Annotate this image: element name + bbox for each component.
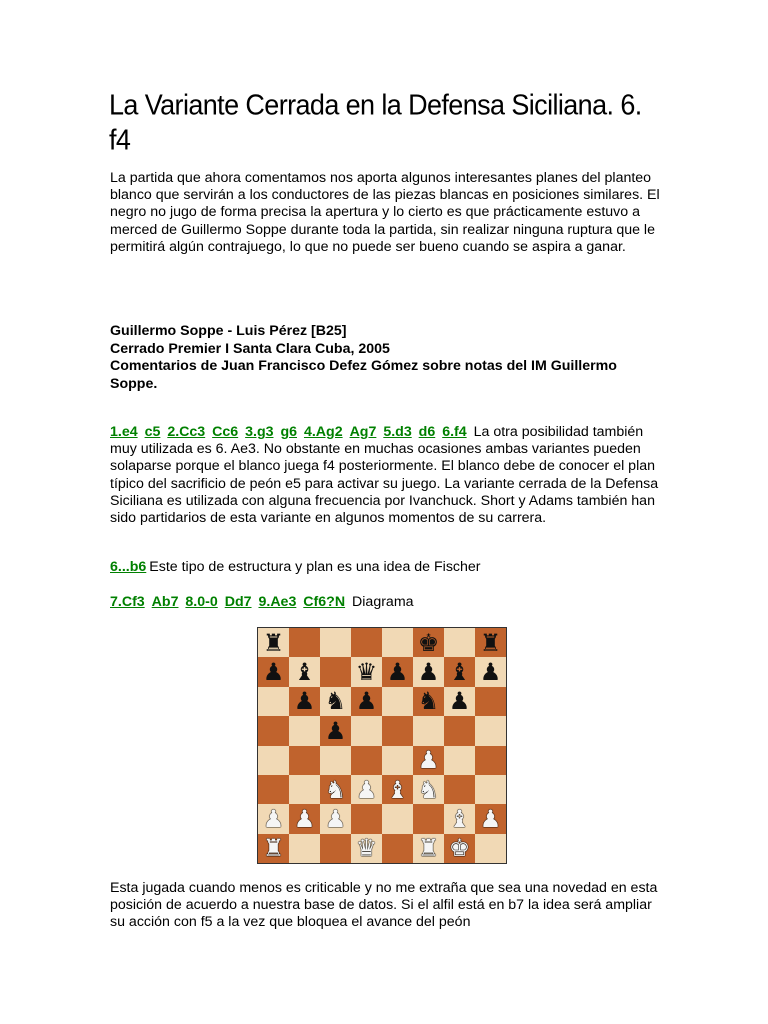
board-square	[382, 687, 413, 716]
move-link[interactable]: d6	[418, 424, 436, 440]
white-pawn-icon: ♟	[293, 804, 316, 833]
move-link[interactable]: c5	[144, 424, 161, 440]
white-knight-icon: ♞	[417, 775, 440, 804]
board-square	[382, 657, 413, 686]
board-square	[258, 687, 289, 716]
move-link[interactable]: Ag7	[349, 424, 377, 440]
white-king-icon: ♚	[448, 834, 471, 863]
board-square	[289, 775, 320, 804]
white-pawn-icon: ♟	[417, 746, 440, 775]
board-square	[475, 687, 506, 716]
board-square	[475, 834, 506, 863]
board-square	[320, 746, 351, 775]
game-event: Cerrado Premier I Santa Clara Cuba, 2005	[110, 340, 390, 357]
board-square	[382, 628, 413, 657]
board-square	[289, 687, 320, 716]
board-square	[258, 657, 289, 686]
board-square	[258, 716, 289, 745]
black-pawn-icon: ♟	[355, 687, 378, 716]
board-square	[258, 834, 289, 863]
board-square	[320, 657, 351, 686]
board-square	[320, 716, 351, 745]
moves7-paragraph	[110, 594, 660, 611]
board-square	[444, 834, 475, 863]
white-bishop-icon: ♝	[448, 804, 471, 833]
board-square	[413, 628, 444, 657]
board-square	[258, 775, 289, 804]
board-square	[382, 804, 413, 833]
black-bishop-icon: ♝	[293, 658, 316, 687]
move-link[interactable]: 9.Ae3	[258, 594, 297, 610]
board-square	[351, 716, 382, 745]
black-queen-icon: ♛	[355, 658, 378, 687]
move-link[interactable]: g6	[280, 424, 298, 440]
board-square	[289, 657, 320, 686]
board-square	[258, 804, 289, 833]
board-square	[320, 775, 351, 804]
black-rook-icon: ♜	[262, 628, 285, 657]
board-square	[475, 628, 506, 657]
black-bishop-icon: ♝	[448, 658, 471, 687]
move-link[interactable]: 6...b6	[110, 559, 147, 575]
move-link[interactable]: 5.d3	[383, 424, 412, 440]
move-link[interactable]: Cc6	[212, 424, 239, 440]
black-knight-icon: ♞	[417, 687, 440, 716]
game-notes: Comentarios de Juan Francisco Defez Gómez sobre notas del IM Guillermo Soppe.	[110, 358, 617, 392]
white-knight-icon: ♞	[324, 775, 347, 804]
black-pawn-icon: ♟	[293, 687, 316, 716]
board-square	[444, 628, 475, 657]
game-players: Guillermo Soppe - Luis Pérez [B25]	[110, 323, 347, 339]
board-square	[413, 657, 444, 686]
board-square	[382, 746, 413, 775]
white-pawn-icon: ♟	[324, 804, 347, 833]
move-link[interactable]: Ab7	[151, 594, 179, 610]
board-square	[444, 687, 475, 716]
move-link[interactable]: Dd7	[224, 594, 252, 610]
black-king-icon: ♚	[417, 628, 440, 657]
black-pawn-icon: ♟	[386, 658, 409, 687]
page-title: La Variante Cerrada en la Defensa Siciliana. 6. f4	[109, 89, 642, 156]
move-link[interactable]: 6.f4	[442, 424, 467, 440]
intro-paragraph: La partida que ahora comentamos nos aporta algunos interesantes planes del planteo blanco que servirán a los conductores de las piezas blancas en posiciones similares. El negro no jugo de forma precisa la apertura y lo cierto es que prácticamente estuvo a merced de Guillermo Soppe durante toda la partida, sin realizar ninguna ruptura que le permitirá algún contrajuego, lo que no puede ser bueno cuando se aspira a ganar.	[110, 170, 660, 255]
white-queen-icon: ♛	[355, 834, 378, 863]
white-bishop-icon: ♝	[386, 775, 409, 804]
board-square	[475, 775, 506, 804]
board-square	[444, 775, 475, 804]
board-square	[382, 775, 413, 804]
board-square	[320, 687, 351, 716]
black-rook-icon: ♜	[479, 628, 502, 657]
black-pawn-icon: ♟	[448, 687, 471, 716]
board-square	[475, 716, 506, 745]
board-square	[289, 834, 320, 863]
white-rook-icon: ♜	[417, 834, 440, 863]
board-square	[413, 716, 444, 745]
move6-comment: Este tipo de estructura y plan es una idea de Fischer	[149, 559, 481, 575]
board-square	[289, 804, 320, 833]
board-square	[289, 628, 320, 657]
board-square	[351, 687, 382, 716]
white-rook-icon: ♜	[262, 834, 285, 863]
board-square	[413, 687, 444, 716]
move-link[interactable]: 3.g3	[245, 424, 274, 440]
board-square	[320, 834, 351, 863]
black-pawn-icon: ♟	[479, 658, 502, 687]
board-square	[444, 657, 475, 686]
black-pawn-icon: ♟	[417, 658, 440, 687]
move-link[interactable]: 4.Ag2	[303, 424, 343, 440]
board-square	[351, 746, 382, 775]
board-square	[351, 804, 382, 833]
board-square	[258, 746, 289, 775]
board-square	[382, 834, 413, 863]
opening-comment: La otra posibilidad también muy utilizada es 6. Ae3. No obstante en muchas ocasiones ambas variantes pueden solaparse porque el blanco juega f4 posteriormente. El blanco debe de conocer el plan típico del sacrificio de peón e5 para activar su juego. La variante cerrada de la Defensa Siciliana es utilizada con alguna frecuencia por Ivanchuck. Short y Adams también han sido partidarios de esta variante en algunos momentos de su carrera.	[110, 424, 659, 527]
board-square	[413, 775, 444, 804]
board-square	[413, 746, 444, 775]
move-link[interactable]: 8.0-0	[185, 594, 218, 610]
board-square	[289, 746, 320, 775]
white-pawn-icon: ♟	[479, 804, 502, 833]
black-pawn-icon: ♟	[324, 716, 347, 745]
board-square	[475, 657, 506, 686]
black-pawn-icon: ♟	[262, 658, 285, 687]
board-square	[351, 775, 382, 804]
board-square	[413, 834, 444, 863]
board-square	[444, 746, 475, 775]
move-link[interactable]: 1.e4	[110, 424, 138, 440]
board-square	[351, 628, 382, 657]
board-square	[289, 716, 320, 745]
chess-board-diagram	[257, 627, 507, 864]
board-square	[351, 834, 382, 863]
board-square	[413, 804, 444, 833]
opening-moves-paragraph	[110, 424, 660, 527]
board-square	[444, 804, 475, 833]
board-square	[351, 657, 382, 686]
diagram-label: Diagrama	[352, 594, 414, 610]
board-square	[320, 804, 351, 833]
board-square	[475, 804, 506, 833]
board-square	[444, 716, 475, 745]
move-link[interactable]: 2.Cc3	[167, 424, 206, 440]
move-link[interactable]: 7.Cf3	[110, 594, 145, 610]
board-square	[382, 716, 413, 745]
board-square	[320, 628, 351, 657]
black-knight-icon: ♞	[324, 687, 347, 716]
move6-paragraph	[110, 559, 660, 576]
game-header	[110, 323, 630, 393]
board-square	[258, 628, 289, 657]
after-diagram-paragraph: Esta jugada cuando menos es criticable y no me extraña que sea una novedad en esta posición de acuerdo a nuestra base de datos. Si el alfil está en b7 la idea será ampliar su acción con f5 a la vez que bloquea el avance del peón	[110, 880, 658, 931]
board-square	[475, 746, 506, 775]
white-pawn-icon: ♟	[262, 804, 285, 833]
move-link[interactable]: Cf6?N	[303, 594, 346, 610]
white-pawn-icon: ♟	[355, 775, 378, 804]
